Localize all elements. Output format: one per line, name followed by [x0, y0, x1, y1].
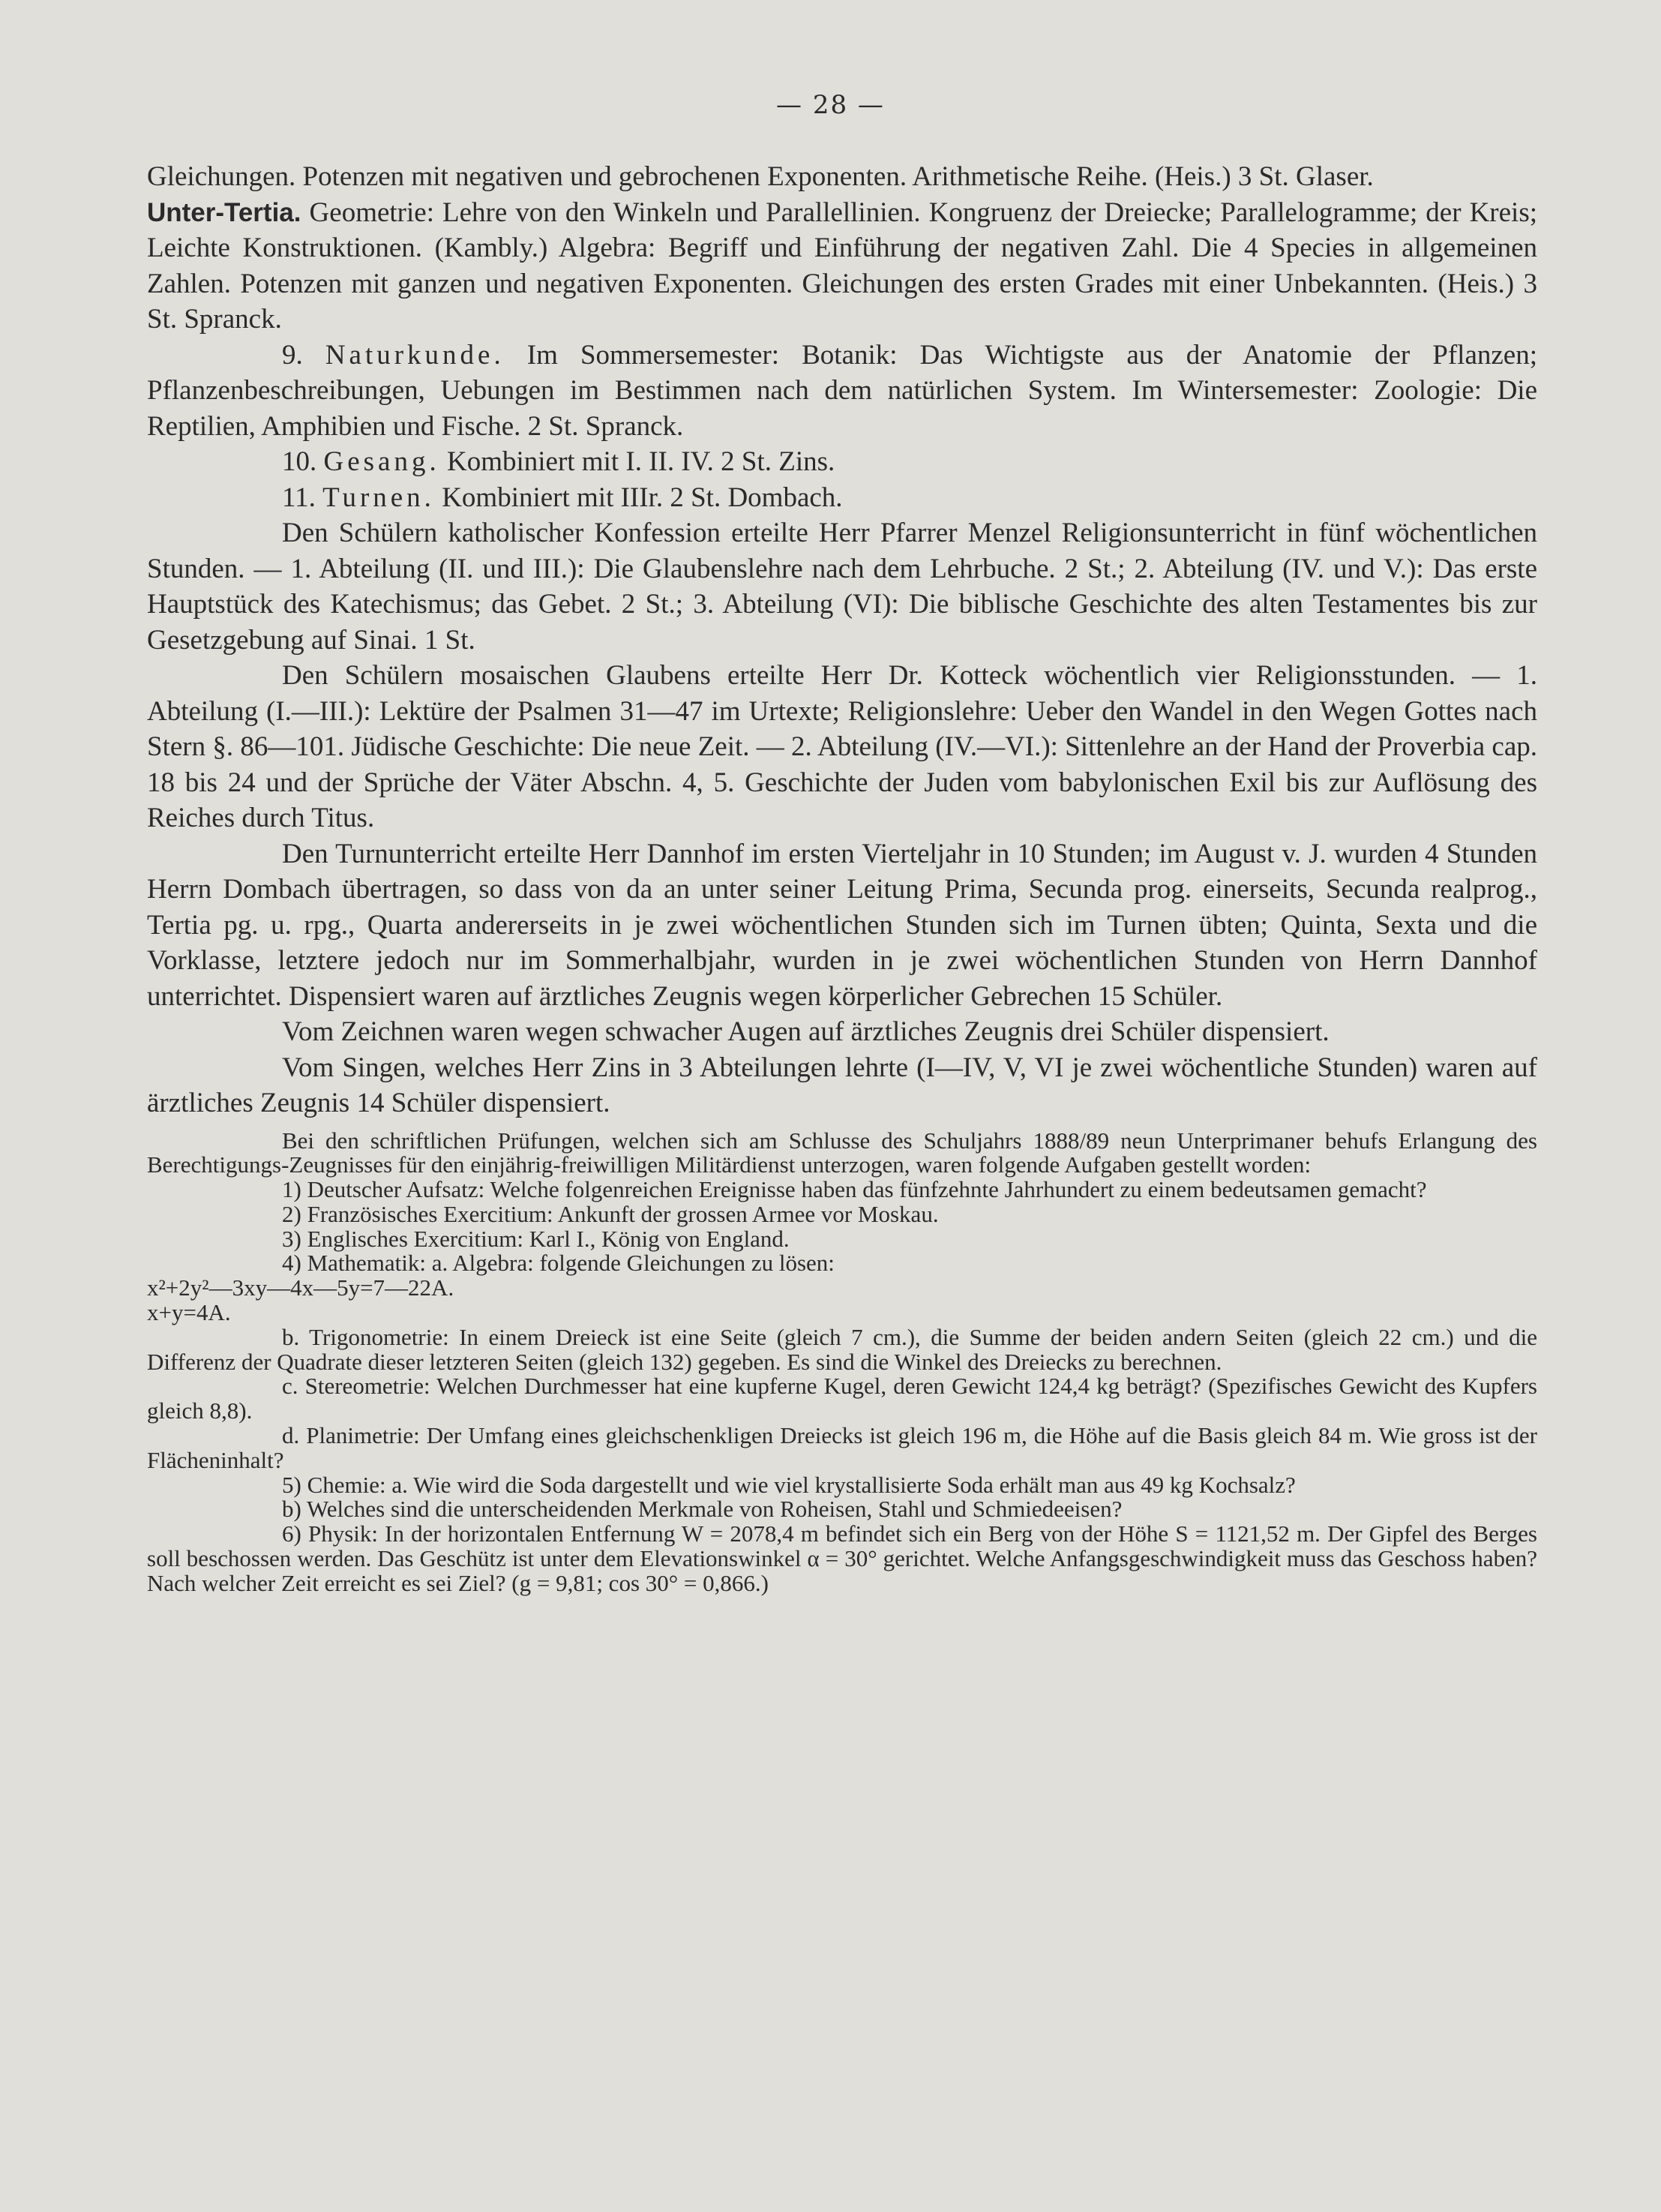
paragraph-singen: Vom Singen, welches Herr Zins in 3 Abteilungen lehrte (I—IV, V, VI je zwei wöchentliche Stunden) waren auf ärztliches Zeugnis 14 Schüler dispensiert. — [147, 1052, 1537, 1118]
exam-item-mathematik: 4) Mathematik: a. Algebra: folgende Gleichungen zu lösen: — [282, 1250, 835, 1277]
paragraph-katholisch: Den Schülern katholischer Konfession erteilte Herr Pfarrer Menzel Religionsunterricht in fünf wöchentlichen Stunden. — 1. Abteilung (II. und III.): Die Glaubenslehre nach dem Lehrbuche. 2 St.; 2. Abteilung (IV. und V.): Das erste Hauptstück des Katechismus; das Gebet. 2 St.; 3. Abteilung (VI): Die biblische Geschichte des alten Testamentes bis zur Gesetzgebung auf Sinai. 1 St. — [147, 518, 1537, 656]
paragraph-naturkunde — [147, 338, 1537, 445]
exam-intro: Bei den schriftlichen Prüfungen, welchen sich am Schlusse des Schuljahrs 1888/89 neun Unterprimaner behufs Erlangung des Berechtigungs-Zeugnisses für den einjährig-freiwilligen Militärdienst unterzogen, waren folgende Aufgaben gestellt worden: — [147, 1127, 1537, 1178]
exam-item-englisch: 3) Englisches Exercitium: Karl I., König von England. — [282, 1225, 790, 1252]
exam-item-planimetrie: d. Planimetrie: Der Umfang eines gleichschenkligen Dreiecks ist gleich 196 m, die Höhe auf die Basis gleich 84 m. Wie gross ist der Flächeninhalt? — [147, 1422, 1537, 1473]
paragraph-turnen — [147, 480, 1537, 516]
exam-section — [147, 1129, 1537, 1596]
item-number-10: 10. — [282, 446, 317, 477]
heading-unter-tertia: Unter-Tertia. — [147, 197, 301, 227]
exam-item-chemie-a: 5) Chemie: a. Wie wird die Soda dargestellt und wie viel krystallisierte Soda erhält man aus 49 kg Kochsalz? — [282, 1471, 1296, 1498]
page-number: — 28 — — [776, 90, 885, 120]
paragraph-gleichungen: Gleichungen. Potenzen mit negativen und gebrochenen Exponenten. Arithmetische Reihe. (Heis.) 3 St. Glaser. — [147, 161, 1374, 192]
exam-item-stereometrie: c. Stereometrie: Welchen Durchmesser hat eine kupferne Kugel, deren Gewicht 124,4 kg beträgt? (Spezifisches Gewicht des Kupfers gleich 8,8). — [147, 1373, 1537, 1424]
heading-naturkunde: Naturkunde. — [325, 339, 505, 371]
heading-turnen: Turnen. — [322, 482, 435, 513]
main-text — [147, 159, 1537, 1121]
exam-item-chemie-b: b) Welches sind die unterscheidenden Merkmale von Roheisen, Stahl und Schmiedeeisen? — [282, 1496, 1123, 1523]
paragraph-unter-tertia — [147, 195, 1537, 338]
exam-item-physik: 6) Physik: In der horizontalen Entfernung W = 2078,4 m befindet sich ein Berg von der Höhe S = 1121,52 m. Der Gipfel des Berges soll beschossen werden. Das Geschütz ist unter dem Elevationswinkel α = 30° gerichtet. Welche Anfangsgeschwindigkeit muss das Geschoss haben? Nach welcher Zeit erreicht es sei Ziel? (g = 9,81; cos 30° = 0,866.) — [147, 1520, 1537, 1596]
paragraph-zeichnen: Vom Zeichnen waren wegen schwacher Augen auf ärztliches Zeugnis drei Schüler dispensiert. — [282, 1016, 1330, 1047]
turnen-text: Kombiniert mit IIIr. 2 St. Dombach. — [442, 482, 843, 513]
heading-gesang: Gesang. — [323, 446, 440, 477]
unter-tertia-text: Geometrie: Lehre von den Winkeln und Parallellinien. Kongruenz der Dreiecke; Parallelogramme; der Kreis; Leichte Konstruktionen. (Kambly.) Algebra: Begriff und Einführung der negativen Zahl. Die 4 Species in allgemeinen Zahlen. Potenzen mit ganzen und negativen Exponenten. Gleichungen des ersten Grades mit einer Unbekannten. (Heis.) 3 St. Spranck. — [147, 197, 1537, 335]
item-number-11: 11. — [282, 482, 316, 513]
equation-2: x+y=4A. — [147, 1299, 231, 1326]
gesang-text: Kombiniert mit I. II. IV. 2 St. Zins. — [446, 446, 835, 477]
paragraph-turnunterricht: Den Turnunterricht erteilte Herr Dannhof im ersten Vierteljahr in 10 Stunden; im August v. J. wurden 4 Stunden Herrn Dombach übertragen, so dass von da an unter seiner Leitung Prima, Secunda prog. einerseits, Secunda realprog., Tertia pg. u. rpg., Quarta andererseits in je zwei wöchentlichen Stunden sich im Turnen übten; Quinta, Sexta und die Vorklasse, letztere jedoch nur im Sommerhalbjahr, wurden in je zwei wöchentlichen Stunden von Herrn Dannhof unterrichtet. Dispensiert waren auf ärztliches Zeugnis wegen körperlicher Gebrechen 15 Schüler. — [147, 838, 1537, 1012]
naturkunde-text: Im Sommersemester: Botanik: Das Wichtigste aus der Anatomie der Pflanzen; Pflanzenbeschreibungen, Uebungen im Bestimmen nach dem natürlichen System. Im Wintersemester: Zoologie: Die Reptilien, Amphibien und Fische. 2 St. Spranck. — [147, 339, 1538, 442]
paragraph-gesang — [147, 444, 1537, 480]
page-body — [147, 159, 1537, 1596]
exam-item-franzoesisch: 2) Französisches Exercitium: Ankunft der grossen Armee vor Moskau. — [282, 1200, 939, 1227]
exam-item-aufsatz: 1) Deutscher Aufsatz: Welche folgenreichen Ereignisse haben das fünfzehnte Jahrhundert zu einem bedeutsamen gemacht? — [282, 1176, 1427, 1203]
item-number-9: 9. — [282, 339, 303, 371]
equation-1: x²+2y²—3xy—4x—5y=7—22A. — [147, 1274, 454, 1301]
paragraph-mosaisch: Den Schülern mosaischen Glaubens erteilte Herr Dr. Kotteck wöchentlich vier Religionsstunden. — 1. Abteilung (I.—III.): Lektüre der Psalmen 31—47 im Urtexte; Religionslehre: Ueber den Wandel in den Wegen Gottes nach Stern §. 86—101. Jüdische Geschichte: Die neue Zeit. — 2. Abteilung (IV.—VI.): Sittenlehre an der Hand der Proverbia cap. 18 bis 24 und der Sprüche der Väter Abschn. 4, 5. Geschichte der Juden vom babylonischen Exil bis zur Auflösung des Reiches durch Titus. — [147, 660, 1537, 833]
exam-item-trigonometrie: b. Trigonometrie: In einem Dreieck ist eine Seite (gleich 7 cm.), die Summe der beiden andern Seiten (gleich 22 cm.) und die Differenz der Quadrate dieser letzteren Seiten (gleich 132) gegeben. Es sind die Winkel des Dreiecks zu berechnen. — [147, 1323, 1537, 1375]
